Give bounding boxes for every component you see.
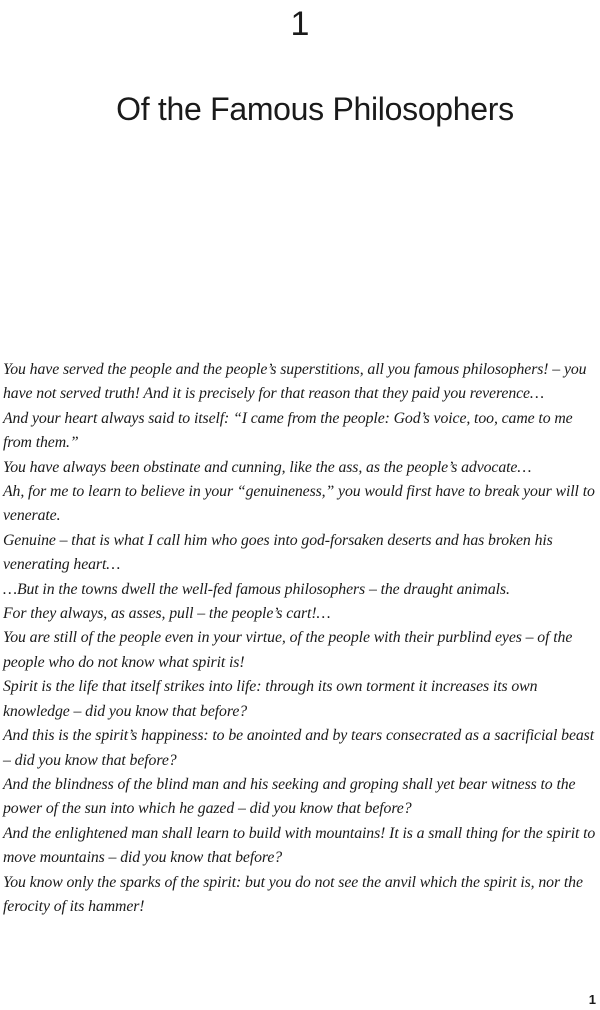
chapter-body bbox=[3, 358, 598, 919]
paragraph-11: And the blindness of the blind man and his seeking and groping shall yet bear witness to the power of the sun into which he gazed – did you know that before? bbox=[3, 775, 576, 818]
chapter-number: 1 bbox=[290, 5, 310, 43]
paragraph-5: Genuine – that is what I call him who goes into god-forsaken deserts and has broken his venerating heart… bbox=[3, 531, 553, 574]
paragraph-1: You have served the people and the people’s superstitions, all you famous philosophers! – you have not served truth! And it is precisely for that reason that they paid you reverence… bbox=[3, 361, 587, 403]
paragraph-9: Spirit is the life that itself strikes into life: through its own torment it increases its own knowledge – did you know that before? bbox=[3, 678, 538, 720]
paragraph-12: And the enlightened man shall learn to build with mountains! It is a small thing for the spirit to move mountains – did you know that before? bbox=[3, 824, 596, 867]
paragraph-2: And your heart always said to itself: “I came from the people: God’s voice, too, came to me from them.” bbox=[3, 409, 573, 452]
paragraph-8: You are still of the people even in your virtue, of the people with their purblind eyes – of the people who do not know what spirit is! bbox=[3, 629, 573, 671]
paragraph-3: You have always been obstinate and cunning, like the ass, as the people’s advocate… bbox=[3, 458, 532, 476]
paragraph-7: For they always, as asses, pull – the people’s cart!… bbox=[3, 605, 331, 623]
paragraph-13: You know only the sparks of the spirit: but you do not see the anvil which the spirit is, nor the ferocity of its hammer! bbox=[3, 873, 583, 915]
paragraph-4: Ah, for me to learn to believe in your “genuineness,” you would first have to break your will to venerate. bbox=[3, 483, 595, 525]
chapter-title: Of the Famous Philosophers bbox=[116, 91, 514, 127]
paragraph-10: And this is the spirit’s happiness: to be anointed and by tears consecrated as a sacrificial beast – did you know that before? bbox=[3, 727, 595, 769]
paragraph-6: …But in the towns dwell the well-fed famous philosophers – the draught animals. bbox=[3, 580, 510, 598]
page-number: 1 bbox=[588, 992, 596, 1007]
